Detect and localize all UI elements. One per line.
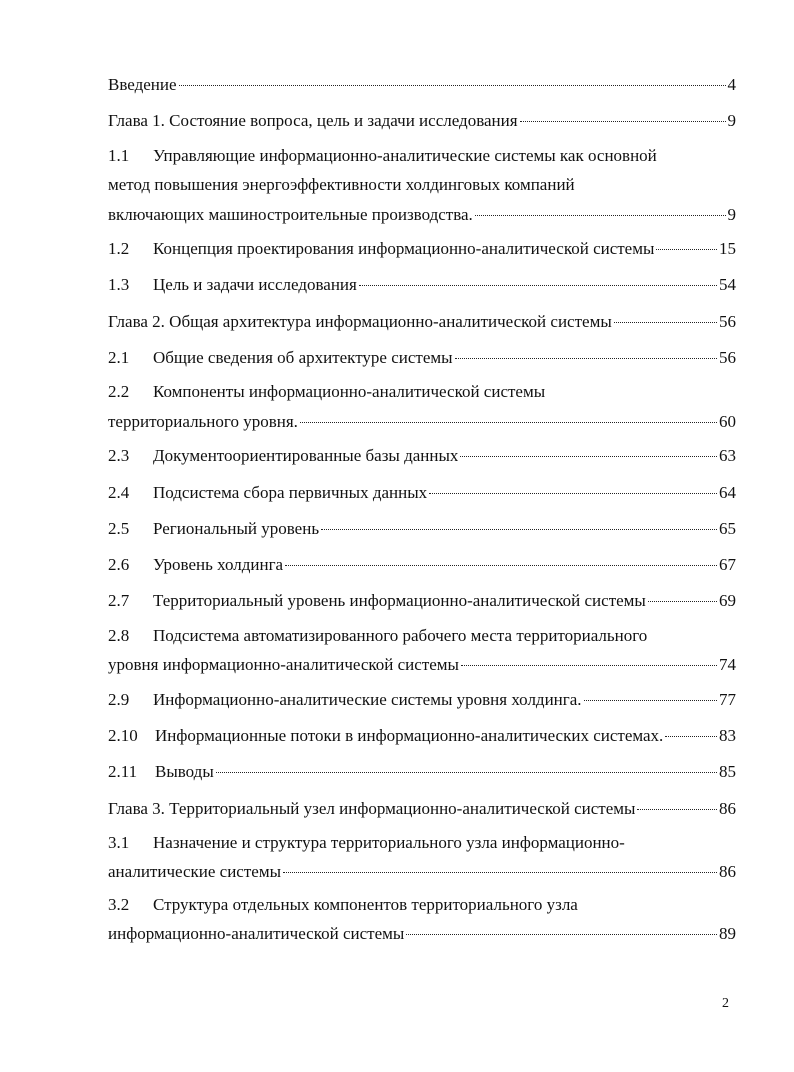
leader-dots — [637, 809, 717, 810]
toc-entry-title-line-3: включающих машиностроительные производства. — [108, 204, 473, 224]
toc-entry-page: 60 — [719, 411, 736, 431]
toc-entry-chapter-2 — [108, 305, 736, 338]
toc-entry-last-line — [108, 650, 736, 680]
toc-entry-1-3 — [108, 268, 736, 301]
toc-entry-page: 63 — [719, 446, 736, 466]
toc-entry-title-line-2: аналитические системы — [108, 862, 282, 882]
toc-entry-2-6 — [108, 548, 736, 581]
toc-entry-number: 1.3 — [108, 275, 130, 295]
toc-entry-number: 2.6 — [108, 555, 130, 575]
leader-dots — [216, 772, 717, 773]
toc-entry-2-9 — [108, 683, 736, 716]
toc-entry-number: 2.8 — [108, 625, 130, 645]
toc-entry-title: Общие сведения об архитектуре системы — [153, 347, 453, 367]
toc-entry-title: Введение — [108, 75, 177, 94]
toc-entry-page: 9 — [727, 204, 736, 224]
toc-entry-last-line — [108, 407, 736, 437]
leader-dots — [321, 529, 717, 530]
toc-entry-2-8 — [108, 621, 736, 680]
leader-dots — [665, 736, 717, 737]
toc-entry-number: 2.5 — [108, 518, 130, 538]
toc-entry-page: 56 — [719, 311, 736, 331]
toc-entry-number: 1.2 — [108, 239, 130, 259]
toc-entry-2-5 — [108, 512, 736, 545]
toc-entry-page: 69 — [719, 591, 736, 611]
toc-entry-page: 64 — [719, 482, 736, 502]
toc-entry-title: Глава 1. Состояние вопроса, цель и задачи исследования — [108, 111, 518, 131]
toc-entry-page: 85 — [719, 762, 736, 782]
leader-dots — [359, 285, 717, 286]
toc-entry-line — [108, 890, 736, 920]
toc-entry-page: 4 — [727, 75, 736, 94]
toc-entry-page: 15 — [719, 239, 736, 259]
leader-dots — [285, 565, 717, 566]
toc-entry-page: 67 — [719, 555, 736, 575]
toc-entry-2-3 — [108, 439, 736, 472]
toc-entry-title: Информационно-аналитические системы уровня холдинга. — [153, 689, 582, 709]
toc-entry-title: Концепция проектирования информационно-аналитической системы — [153, 239, 655, 259]
toc-entry-title: Цель и задачи исследования — [153, 275, 357, 295]
leader-dots — [656, 249, 717, 250]
toc-entry-1-2 — [108, 232, 736, 265]
toc-entry-number: 3.2 — [108, 894, 130, 914]
leader-dots — [614, 322, 717, 323]
leader-dots — [283, 872, 717, 873]
toc-entry-last-line — [108, 857, 736, 887]
leader-dots — [461, 665, 717, 666]
toc-entry-line — [108, 621, 736, 651]
toc-entry-page: 74 — [719, 655, 736, 675]
toc-entry-2-4 — [108, 476, 736, 509]
toc-entry-chapter-3 — [108, 792, 736, 825]
toc-entry-introduction — [108, 68, 736, 101]
toc-entry-last-line — [108, 200, 736, 230]
toc-entry-chapter-1 — [108, 104, 736, 137]
leader-dots — [429, 493, 717, 494]
toc-entry-title: Выводы — [155, 762, 214, 782]
leader-dots — [475, 215, 726, 216]
toc-entry-number: 2.2 — [108, 382, 130, 402]
toc-entry-title-line-1: Управляющие информационно-аналитические системы как основной — [153, 145, 657, 165]
toc-entry-title-line-2: уровня информационно-аналитической системы — [108, 655, 459, 675]
leader-dots — [455, 358, 717, 359]
toc-entry-3-2 — [108, 890, 736, 949]
toc-entry-page: 65 — [719, 518, 736, 538]
leader-dots — [406, 934, 717, 935]
toc-entry-page: 54 — [719, 275, 736, 295]
toc-entry-last-line — [108, 919, 736, 949]
leader-dots — [584, 700, 717, 701]
toc-entry-title: Информационные потоки в информационно-аналитических системах. — [155, 726, 664, 746]
leader-dots — [460, 456, 717, 457]
leader-dots — [300, 422, 717, 423]
leader-dots — [520, 121, 726, 122]
toc-entry-2-2 — [108, 377, 736, 436]
toc-entry-number: 1.1 — [108, 145, 130, 165]
toc-entry-title: Глава 2. Общая архитектура информационно-аналитической системы — [108, 311, 612, 331]
toc-entry-number: 2.3 — [108, 446, 130, 466]
toc-entry-number: 3.1 — [108, 832, 130, 852]
toc-entry-title: Территориальный уровень информационно-аналитической системы — [153, 591, 646, 611]
page-number: 2 — [722, 996, 729, 1011]
toc-entry-number: 2.7 — [108, 591, 130, 611]
toc-entry-title: Уровень холдинга — [153, 555, 284, 575]
toc-entry-2-7 — [108, 584, 736, 617]
toc-entry-page: 83 — [719, 726, 736, 746]
toc-entry-number: 2.9 — [108, 689, 130, 709]
leader-dots — [179, 85, 726, 86]
toc-entry-2-11 — [108, 755, 736, 788]
table-of-contents — [108, 68, 736, 952]
toc-entry-title-line-2: информационно-аналитической системы — [108, 924, 405, 944]
toc-entry-title: Документоориентированные базы данных — [153, 446, 459, 466]
toc-entry-title-line-1: Подсистема автоматизированного рабочего места территориального — [153, 625, 648, 645]
toc-entry-2-10 — [108, 719, 736, 752]
toc-entry-title: Подсистема сбора первичных данных — [153, 482, 428, 502]
toc-entry-number: 2.10 — [108, 726, 138, 746]
toc-entry-title-line-2: метод повышения энергоэффективности холдинговых компаний — [108, 175, 575, 195]
toc-entry-line — [108, 141, 736, 171]
toc-entry-page: 56 — [719, 347, 736, 367]
toc-entry-title-line-1: Структура отдельных компонентов территориального узла — [153, 894, 578, 914]
toc-entry-title-line-2: территориального уровня. — [108, 411, 298, 431]
toc-entry-2-1 — [108, 341, 736, 374]
toc-entry-line — [108, 828, 736, 858]
toc-entry-title: Региональный уровень — [153, 518, 320, 538]
toc-entry-page: 86 — [719, 798, 736, 818]
toc-entry-3-1 — [108, 828, 736, 887]
leader-dots — [648, 601, 717, 602]
toc-entry-number: 2.4 — [108, 482, 130, 502]
toc-entry-number: 2.1 — [108, 347, 130, 367]
toc-entry-line — [108, 377, 736, 407]
toc-entry-title-line-1: Назначение и структура территориального узла информационно- — [153, 832, 625, 852]
toc-entry-page: 86 — [719, 862, 736, 882]
toc-entry-1-1 — [108, 141, 736, 230]
toc-entry-page: 89 — [719, 924, 736, 944]
toc-entry-title: Глава 3. Территориальный узел информационно-аналитической системы — [108, 798, 636, 818]
toc-entry-page: 77 — [719, 689, 736, 709]
toc-entry-title-line-1: Компоненты информационно-аналитической системы — [153, 382, 546, 402]
toc-entry-page: 9 — [727, 111, 736, 131]
toc-entry-number: 2.11 — [108, 762, 138, 782]
